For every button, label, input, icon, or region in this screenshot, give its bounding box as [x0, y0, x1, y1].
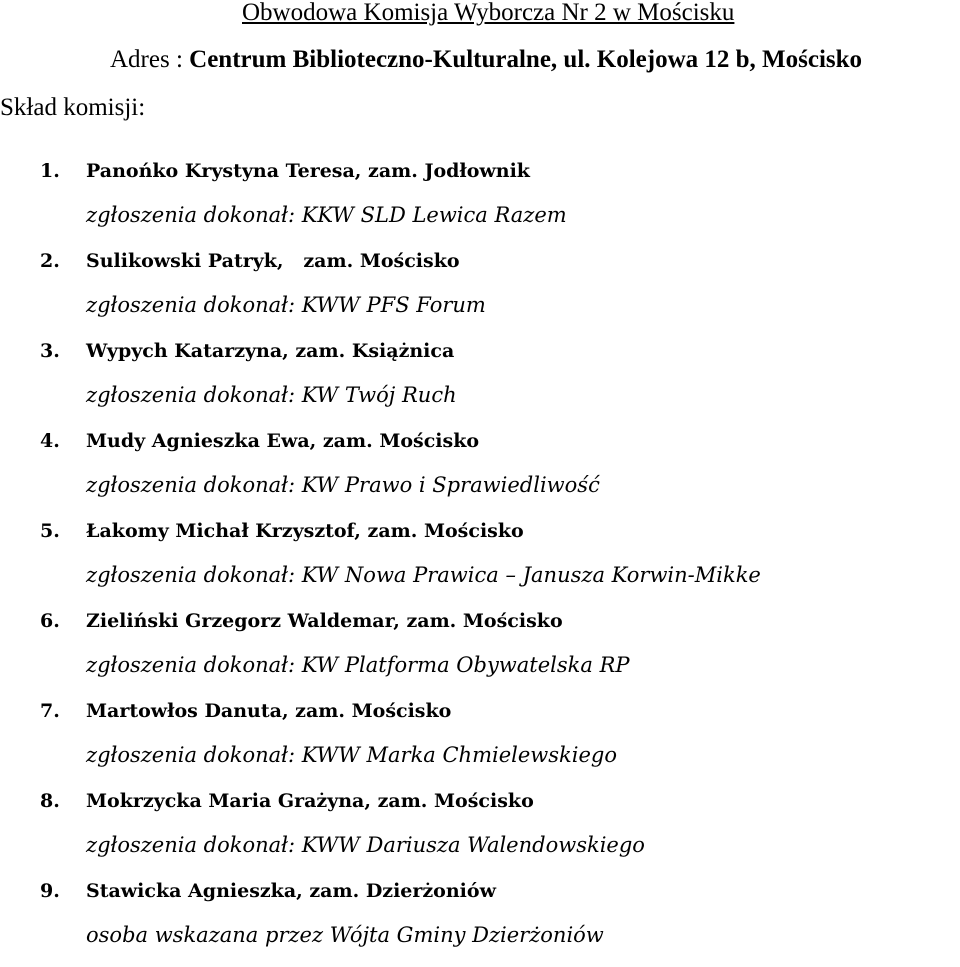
member-number: 9. — [40, 880, 60, 902]
member-nominated-by: zgłoszenia dokonał: KW Nowa Prawica – Janusza Korwin-Mikke — [86, 563, 761, 587]
member-list-item — [0, 607, 960, 697]
member-nominated-by: osoba wskazana przez Wójta Gminy Dzierżoniów — [86, 923, 604, 947]
member-nominated-by: zgłoszenia dokonał: KWW Dariusza Walendowskiego — [86, 833, 645, 857]
member-nominated-by: zgłoszenia dokonał: KW Twój Ruch — [86, 383, 457, 407]
page-title: Obwodowa Komisja Wyborcza Nr 2 w Mościsku — [242, 0, 735, 26]
address-label: Adres : — [110, 46, 183, 73]
member-number: 4. — [40, 430, 60, 452]
address-value: Centrum Biblioteczno-Kulturalne, ul. Kolejowa 12 b, Mościsko — [189, 46, 863, 73]
composition-heading: Skład komisji: — [0, 94, 146, 121]
member-list-item — [0, 697, 960, 787]
member-list-item — [0, 337, 960, 427]
member-number: 5. — [40, 520, 60, 542]
member-name: Martowłos Danuta, zam. Mościsko — [86, 700, 452, 722]
member-name: Mokrzycka Maria Grażyna, zam. Mościsko — [86, 790, 534, 812]
address-line — [110, 46, 960, 74]
member-list-item — [0, 427, 960, 517]
member-name: Panońko Krystyna Teresa, zam. Jodłownik — [86, 160, 530, 182]
member-list-item — [0, 517, 960, 607]
member-nominated-by: zgłoszenia dokonał: KW Platforma Obywatelska RP — [86, 653, 630, 677]
member-name: Sulikowski Patryk, zam. Mościsko — [86, 250, 460, 272]
member-number: 1. — [40, 160, 60, 182]
member-name: Wypych Katarzyna, zam. Książnica — [86, 340, 455, 362]
member-number: 6. — [40, 610, 60, 632]
member-nominated-by: zgłoszenia dokonał: KWW Marka Chmielewskiego — [86, 743, 617, 767]
member-name: Zieliński Grzegorz Waldemar, zam. Mościsko — [86, 610, 563, 632]
member-name: Mudy Agnieszka Ewa, zam. Mościsko — [86, 430, 480, 452]
member-name: Łakomy Michał Krzysztof, zam. Mościsko — [86, 520, 524, 542]
member-name: Stawicka Agnieszka, zam. Dzierżoniów — [86, 880, 496, 902]
member-list-item — [0, 247, 960, 337]
member-nominated-by: zgłoszenia dokonał: KW Prawo i Sprawiedliwość — [86, 473, 600, 497]
member-number: 8. — [40, 790, 60, 812]
member-nominated-by: zgłoszenia dokonał: KKW SLD Lewica Razem — [86, 203, 567, 227]
member-number: 7. — [40, 700, 60, 722]
member-list-item — [0, 787, 960, 877]
member-list-item — [0, 877, 960, 967]
member-number: 2. — [40, 250, 60, 272]
member-nominated-by: zgłoszenia dokonał: KWW PFS Forum — [86, 293, 486, 317]
member-list-item — [0, 157, 960, 247]
member-number: 3. — [40, 340, 60, 362]
